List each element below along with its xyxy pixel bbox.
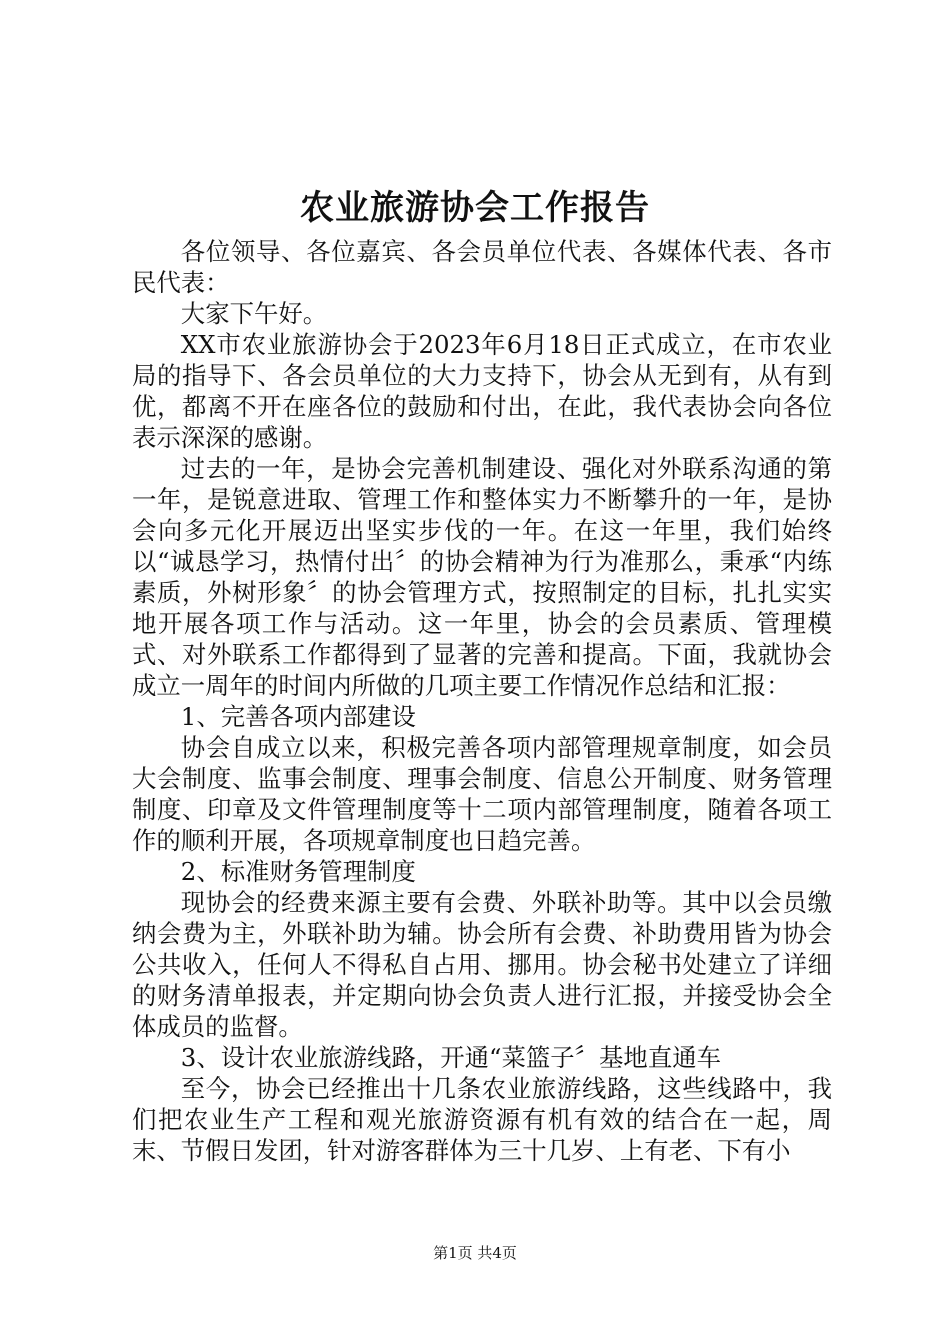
page-footer: 第1页 共4页 xyxy=(433,1244,517,1262)
paragraph-internal-construction: 协会自成立以来，积极完善各项内部管理规章制度，如会员大会制度、监事会制度、理事会制度、信息公开制度、财务管理制度、印章及文件管理制度等十二项内部管理制度，随着各项工作的顺利开展，各项规章制度也日趋完善。 xyxy=(132,733,832,855)
paragraph-tourism-routes: 至今，协会已经推出十几条农业旅游线路，这些线路中，我们把农业生产工程和观光旅游资源有机有效的结合在一起，周末、节假日发团，针对游客群体为三十几岁、上有老、下有小 xyxy=(132,1074,832,1165)
paragraph-intro: XX市农业旅游协会于2023年6月18日正式成立，在市农业局的指导下、各会员单位的大力支持下，协会从无到有，从有到优，都离不开在座各位的鼓励和付出，在此，我代表协会向各位表示深深的感谢。 xyxy=(132,330,832,452)
section-heading-2: 2、标准财务管理制度 xyxy=(180,857,416,886)
document-body xyxy=(132,236,832,1166)
paragraph-finance: 现协会的经费来源主要有会费、外联补助等。其中以会员缴纳会费为主，外联补助为辅。协会所有会费、补助费用皆为协会公共收入，任何人不得私自占用、挪用。协会秘书处建立了详细的财务清单报表，并定期向协会负责人进行汇报，并接受协会全体成员的监督。 xyxy=(132,888,832,1041)
section-heading-1: 1、完善各项内部建设 xyxy=(180,702,416,731)
section-heading-3: 3、设计农业旅游线路，开通“菜篮子〞基地直通车 xyxy=(180,1043,721,1072)
document-title: 农业旅游协会工作报告 xyxy=(300,188,650,228)
paragraph-year-review: 过去的一年，是协会完善机制建设、强化对外联系沟通的第一年，是锐意进取、管理工作和整体实力不断攀升的一年，是协会向多元化开展迈出坚实步伐的一年。在这一年里，我们始终以“诚恳学习，热情付出〞的协会精神为行为准那么，秉承“内练素质，外树形象〞的协会管理方式，按照制定的目标，扎扎实实地开展各项工作与活动。这一年里，协会的会员素质、管理模式、对外联系工作都得到了显著的完善和提高。下面，我就协会成立一周年的时间内所做的几项主要工作情况作总结和汇报： xyxy=(132,454,832,700)
paragraph-greeting: 各位领导、各位嘉宾、各会员单位代表、各媒体代表、各市民代表： xyxy=(132,237,832,297)
paragraph-salutation: 大家下午好。 xyxy=(180,299,328,328)
